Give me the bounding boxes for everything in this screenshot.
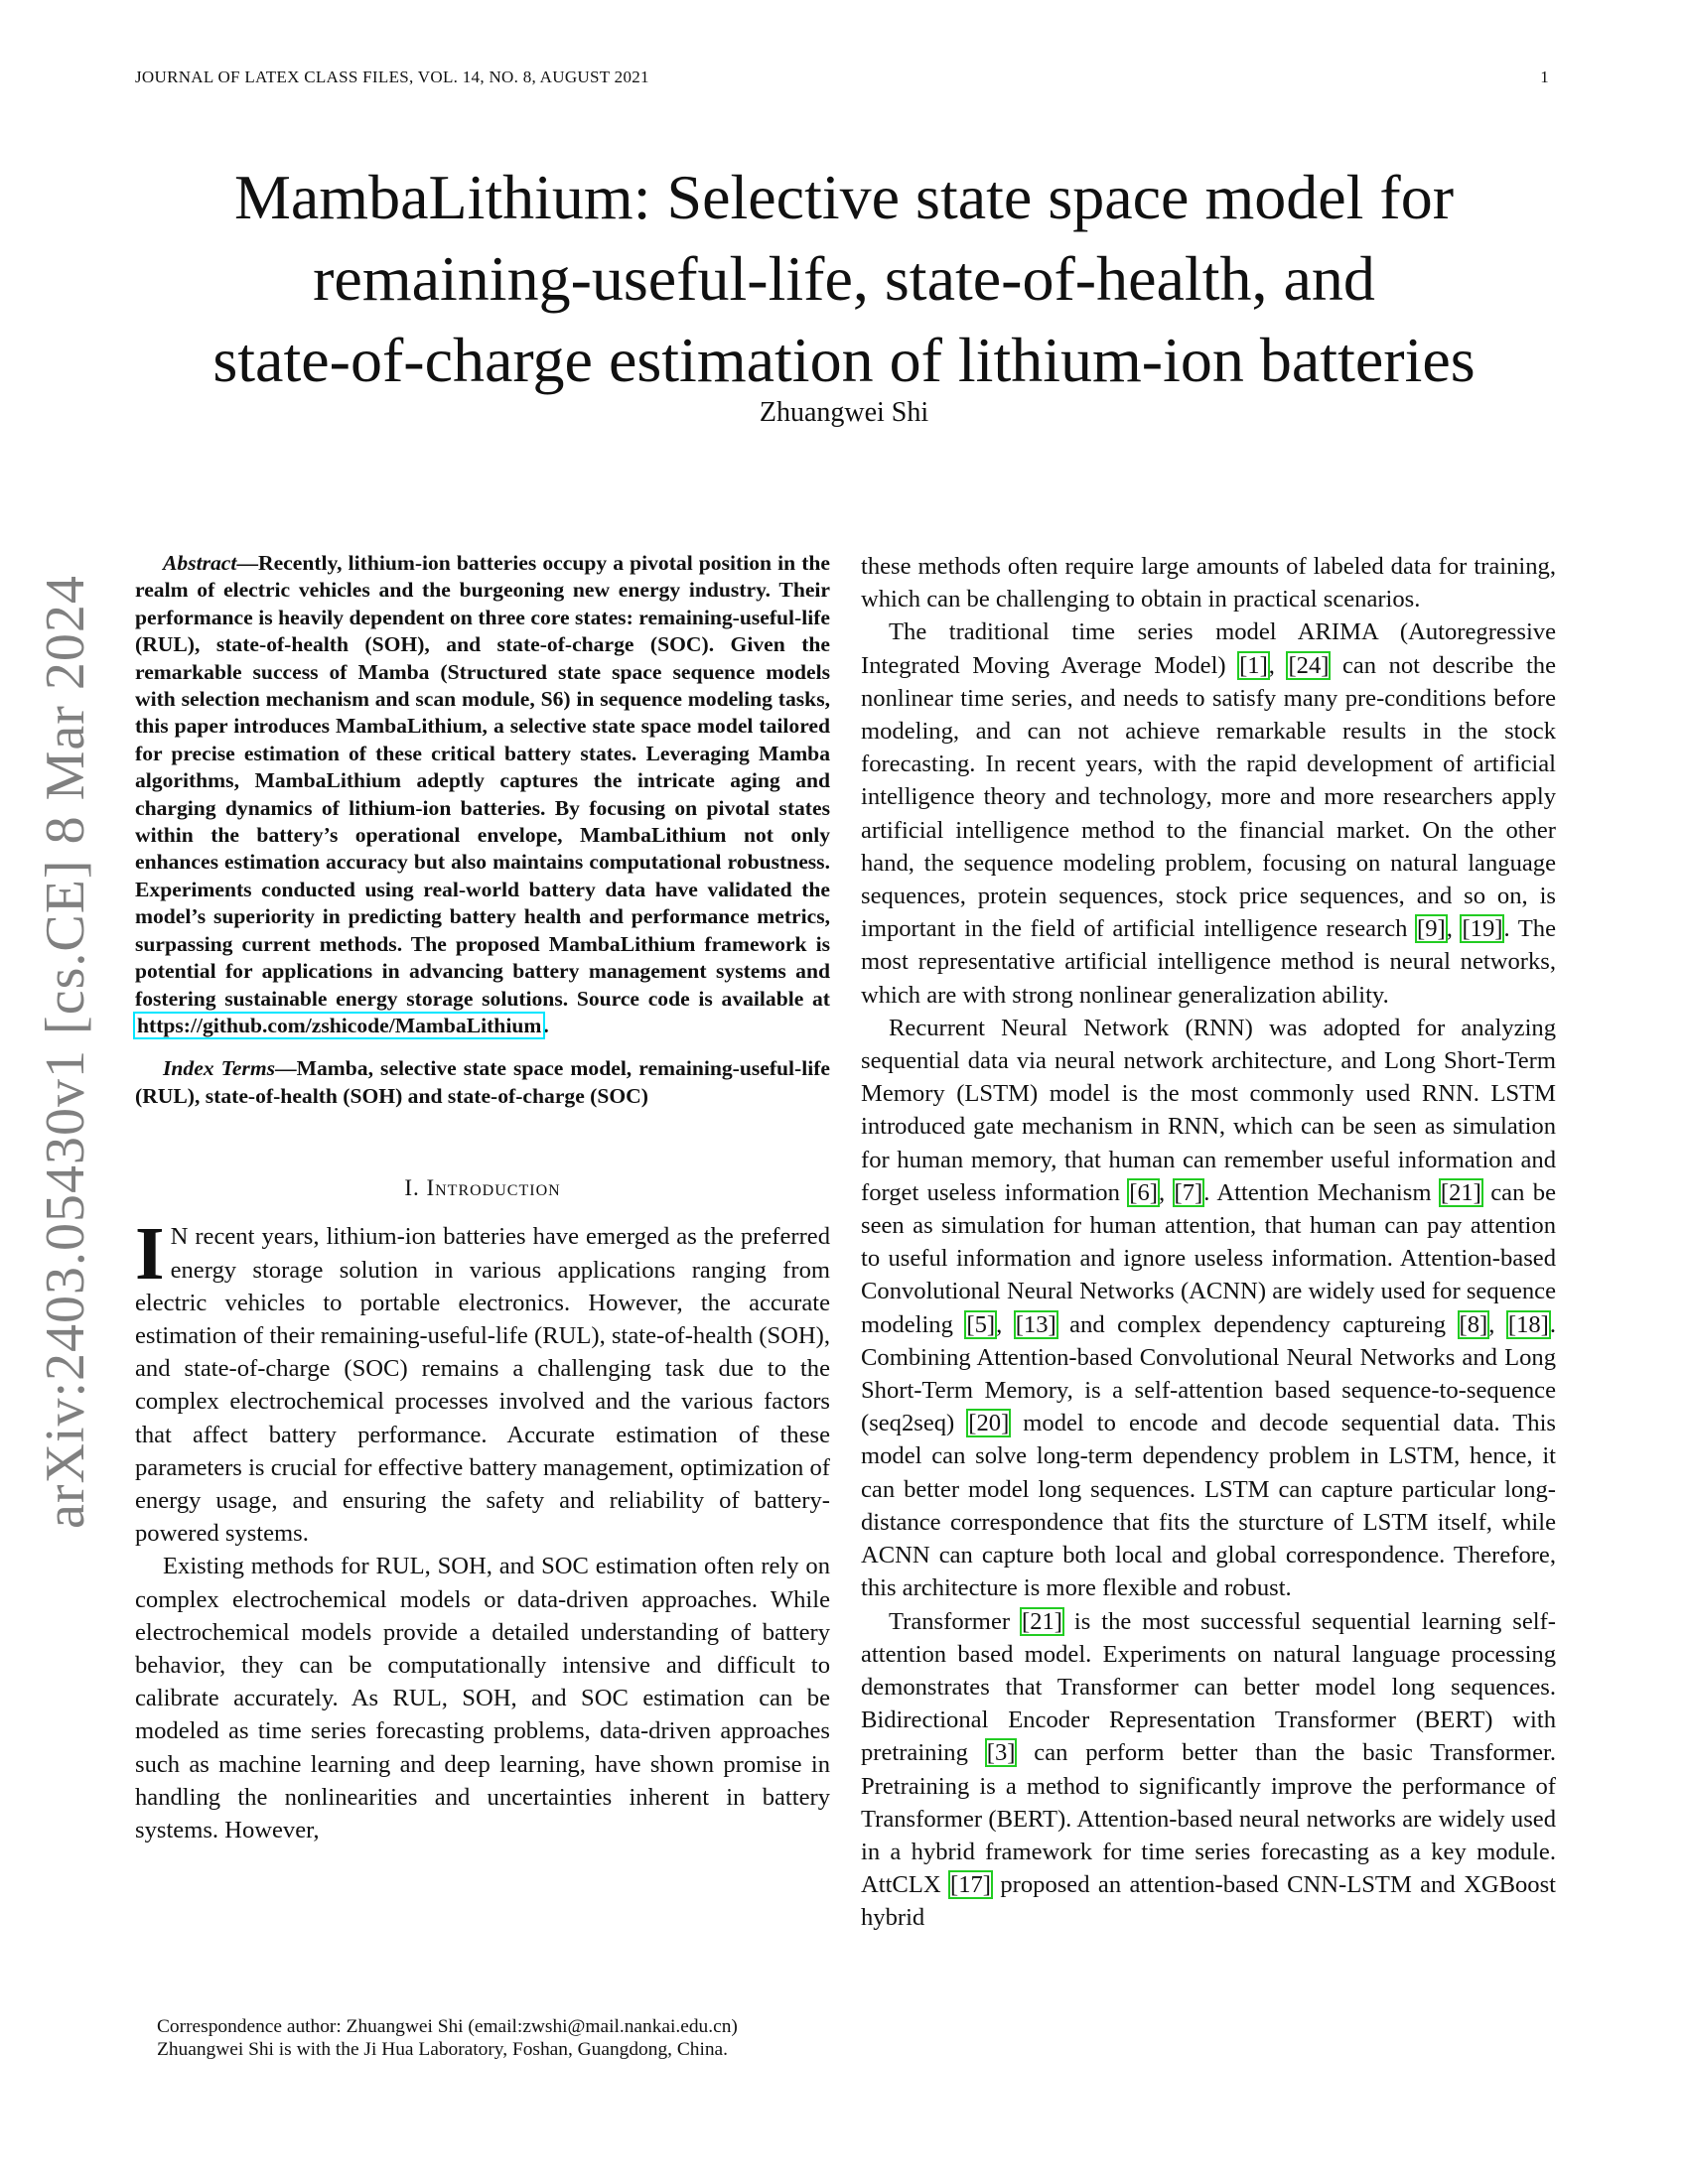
arxiv-side-stamp: arXiv:2403.05430v1 [cs.CE] 8 Mar 2024: [35, 575, 96, 1529]
text-run: can perform better than the basic Transformer. Pretraining is a method to significantly improve the performance of Transformer (BERT). Attention-based neural networks are widely used in a hybrid framework for time series forecasting as a key module. AttCLX: [861, 1739, 1556, 1899]
journal-name: JOURNAL OF LATEX CLASS FILES, VOL. 14, NO. 8, AUGUST 2021: [135, 68, 649, 86]
citation-link[interactable]: [17]: [950, 1871, 991, 1899]
intro-paragraph-1: [135, 1212, 830, 1550]
right-paragraph-1: [861, 615, 1556, 1011]
title-line-1: MambaLithium: Selective state space model for: [233, 162, 1455, 232]
footnote-affiliation: Zhuangwei Shi is with the Ji Hua Laboratory, Foshan, Guangdong, China.: [157, 2039, 728, 2060]
text-run: proposed an attention-based CNN-LSTM and XGBoost hybrid: [861, 1871, 1556, 1932]
citation-link[interactable]: [21]: [1440, 1178, 1481, 1206]
citation-link[interactable]: [21]: [1022, 1607, 1062, 1635]
citation-link[interactable]: [8]: [1459, 1310, 1488, 1338]
intro-paragraph-2: Existing methods for RUL, SOH, and SOC estimation often rely on complex electrochemical models or data-driven approaches. While electrochemical models provide a detailed understanding of battery behavior, they can be computationally intensive and difficult to calibrate accurately. As RUL, SOH, and SOC estimation can be modeled as time series forecasting problems, data-driven approaches such as machine learning and deep learning, have shown promise in handling the nonlinearities and uncertainties inherent in battery systems. However,: [135, 1553, 830, 1843]
citation-link[interactable]: [3]: [986, 1739, 1016, 1767]
citation-link[interactable]: [7]: [1174, 1178, 1203, 1206]
text-run: . Attention Mechanism: [1203, 1178, 1440, 1206]
citation-link[interactable]: [24]: [1288, 651, 1330, 679]
text-run: . Combining Attention-based Convolutional Neural Networks and Long Short-Term Memory, is a self-attention based sequence-to-sequence (seq2seq): [861, 1310, 1557, 1437]
right-paragraph-0: these methods often require large amounts of labeled data for training, which can be challenging to obtain in practical scenarios.: [861, 553, 1556, 614]
text-run: ,: [1446, 915, 1462, 943]
text-run: model to encode and decode sequential data. This model can solve long-term dependency problem in LSTM, hence, it can better model long sequences. LSTM can capture particular long-distance correspondence that fits the sturcture of LSTM itself, while ACNN can capture both local and global correspondence. Therefore, this architecture is more flexible and robust.: [861, 1410, 1556, 1602]
text-run: The traditional time series model ARIMA (Autoregressive Integrated Moving Average Model): [861, 618, 1556, 679]
left-column: [135, 550, 830, 1846]
footnote: [135, 2015, 830, 2061]
text-run: ,: [1158, 1178, 1174, 1206]
text-run: ,: [1268, 651, 1288, 679]
text-run: Recurrent Neural Network (RNN) was adopted for analyzing sequential data via neural network architecture, and Long Short-Term Memory (LSTM) model is the most commonly used RNN. LSTM introduced gate mechanism in RNN, which can be seen as simulation for human memory, that human can remember useful information and forget useless information: [861, 1014, 1556, 1206]
abstract: [135, 550, 830, 1039]
index-terms-lead: Index Terms: [163, 1056, 276, 1081]
abstract-lead: Abstract: [163, 551, 237, 575]
citation-link[interactable]: [19]: [1462, 915, 1503, 943]
footnote-correspondence: Correspondence author: Zhuangwei Shi (email:zwshi@mail.nankai.edu.cn): [157, 2016, 738, 2037]
title-line-3: state-of-charge estimation of lithium-ion batteries: [212, 325, 1476, 395]
running-head: [135, 68, 1549, 91]
index-terms-text: —Mamba, selective state space model, remaining-useful-life (RUL), state-of-health (SOH) and state-of-charge (SOC): [135, 1056, 830, 1108]
intro-paragraph-1-text: N recent years, lithium-ion batteries have emerged as the preferred energy storage solution in various applications ranging from electric vehicles to portable electronics. However, the accurate estimation of their remaining-useful-life (RUL), state-of-health (SOH), and state-of-charge (SOC) remains a challenging task due to the complex electrochemical processes involved and the various factors that affect battery performance. Accurate estimation of these parameters is crucial for effective battery management, optimization of energy usage, and ensuring the safety and reliability of battery-powered systems.: [135, 1223, 830, 1548]
paper-title: [119, 157, 1569, 401]
abstract-text: —Recently, lithium-ion batteries occupy a pivotal position in the realm of electric vehicles and the burgeoning new energy industry. Their performance is heavily dependent on three core states: remaining-useful-life (RUL), state-of-health (SOH), and state-of-charge (SOC). Given the remarkable success of Mamba (Structured state space sequence models with selection mechanism and scan module, S6) in sequence modeling tasks, this paper introduces MambaLithium, a selective state space model tailored for precise estimation of these critical battery states. Leveraging Mamba algorithms, MambaLithium adeptly captures the intricate aging and charging dynamics of lithium-ion batteries. By focusing on pivotal states within the battery’s operational envelope, MambaLithium not only enhances estimation accuracy but also maintains computational robustness. Experiments conducted using real-world battery data have validated the model’s superiority in predicting battery health and performance metrics, surpassing current methods. The proposed MambaLithium framework is potential for applications in advancing battery management systems and fostering sustainable energy storage solutions. Source code is available at: [135, 551, 830, 1011]
index-terms: [135, 1055, 830, 1110]
text-run: Transformer: [889, 1607, 1021, 1635]
text-run: is the most successful sequential learning self-attention based model. Experiments on natural language processing demonstrates that Transformer can better model long sequences. Bidirectional Encoder Representation Transformer (BERT) with pretraining: [861, 1607, 1556, 1767]
citation-link[interactable]: [6]: [1129, 1178, 1158, 1206]
right-paragraph-2: [861, 1012, 1556, 1605]
right-paragraph-3: [861, 1605, 1556, 1935]
text-run: can be seen as simulation for human attention, that human can pay attention to useful information and ignore useless information. Attention-based Convolutional Neural Networks (ACNN) are widely used for sequence modeling: [861, 1178, 1557, 1338]
drop-cap: I: [135, 1212, 165, 1297]
abstract-end: .: [543, 1013, 549, 1037]
citation-link[interactable]: [1]: [1239, 651, 1268, 679]
citation-link[interactable]: [20]: [968, 1410, 1010, 1437]
text-run: can not describe the nonlinear time series, and needs to satisfy many pre-conditions before modeling, and can not achieve remarkable results in the stock forecasting. In recent years, with the rapid development of artificial intelligence theory and technology, more and more researchers apply artificial intelligence method to the financial market. On the other hand, the sequence modeling problem, focusing on natural language sequences, protein sequences, stock price sequences, and so on, is important in the field of artificial intelligence research: [861, 651, 1556, 943]
citation-link[interactable]: [18]: [1507, 1310, 1549, 1338]
text-run: ,: [1488, 1310, 1507, 1338]
citation-link[interactable]: [5]: [966, 1310, 996, 1338]
text-run: ,: [996, 1310, 1015, 1338]
citation-link[interactable]: [13]: [1015, 1310, 1056, 1338]
text-run: and complex dependency captureing: [1056, 1310, 1459, 1338]
source-code-link[interactable]: https://github.com/zshicode/MambaLithium: [137, 1013, 542, 1037]
section-heading-introduction: I. Introduction: [404, 1175, 561, 1201]
text-run: . The most representative artificial intelligence method is neural networks, which are with strong nonlinear generalization ability.: [861, 915, 1557, 1009]
citation-link[interactable]: [9]: [1417, 915, 1446, 943]
page-number: 1: [1540, 68, 1549, 86]
title-line-2: remaining-useful-life, state-of-health, and: [313, 243, 1375, 314]
right-column: [861, 550, 1556, 1935]
author-name: Zhuangwei Shi: [759, 397, 929, 428]
